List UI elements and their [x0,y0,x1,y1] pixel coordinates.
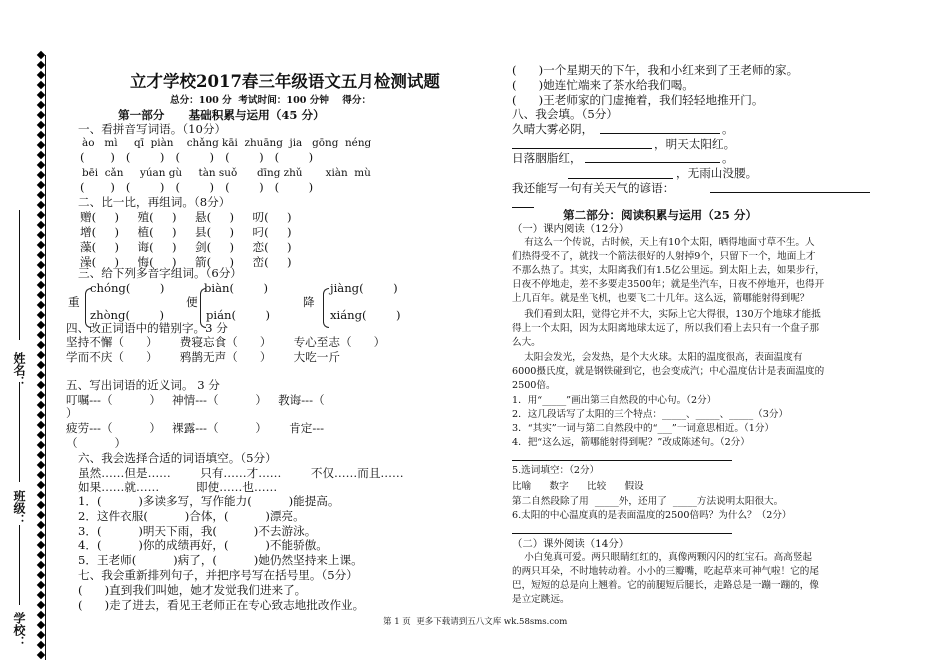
diamond-mark [37,111,45,119]
diamond-mark [37,391,45,399]
diamond-mark [37,181,45,189]
answer-line [600,133,720,134]
q3-pinyin-top: jiàng( ) [330,281,398,295]
q2-row: 藻( ) 诲( ) 剑( ) 恋( ) [80,240,292,254]
reading1-para: 我们看到太阳，觉得它并不大，实际上它大得很，130万个地球才能抵 [512,309,821,320]
diamond-mark [37,631,45,639]
diamond-mark [37,321,45,329]
diamond-mark [37,131,45,139]
q6-item: 1．( )多读多写，写作能力( )能提高。 [78,494,340,508]
q3-title: 三、给下列多音字组词。（6分） [78,266,242,280]
answer-line [512,207,534,208]
diamond-mark [37,651,45,659]
reading2-para: 是立定跳远。 [512,594,570,605]
diamond-mark [37,581,45,589]
diamond-mark [37,611,45,619]
reading1-para: 有这么一个传说，古时候，天上有10个太阳，晒得地面寸草不生。人 [512,237,815,248]
diamond-mark [37,431,45,439]
diamond-mark [37,151,45,159]
diamond-mark [37,141,45,149]
reading2-title: （二）课外阅读（14分） [512,538,630,550]
reading1-q5-options: 比喻 数字 比较 假设 [512,481,644,492]
diamond-mark [37,541,45,549]
diamond-mark [37,291,45,299]
diamond-mark [37,101,45,109]
class-label: 班级： [12,490,26,526]
reading1-question: 3．“其实”一词与第二自然段中的“___”一词意思相近。（1分） [512,423,775,434]
diamond-mark [37,61,45,69]
q5-row-wrap: （ ） [66,436,127,450]
q4-title: 四、改正词语中的错别字。3 分 [66,321,228,335]
diamond-mark [37,601,45,609]
diamond-mark [37,401,45,409]
q7-item: ( )走了进去，看见王老师正在专心致志地批改作业。 [78,598,365,612]
diamond-mark [37,421,45,429]
name-label: 姓名： [12,352,26,388]
diamond-mark [37,231,45,239]
reading2-para: 的两只耳朵，不时地转动着。小小的三瓣嘴，吃起草来可神气啦！它的尾 [512,566,819,577]
q2-row: 澡( ) 悔( ) 箭( ) 峦( ) [80,255,292,269]
diamond-mark [37,171,45,179]
reading1-para: 么大。 [512,337,541,348]
diamond-mark [37,121,45,129]
q2-title: 二、比一比，再组词。（8分） [78,195,231,209]
q3-pinyin-bottom: xiáng( ) [330,308,401,322]
class-line [19,382,20,482]
q1-pinyin-row2: bēi cǎn yúan gù tàn suǒ dīng zhǔ xiàn mù [82,167,371,179]
reading1-para: 上几百年。就是坐飞机，也要飞二十几年。这么远，箭哪能射得到呢？ [512,293,810,304]
q6-options: 虽然……但是…… 只有……才…… 不仅……而且…… [78,466,404,480]
q5-row-wrap: ） [66,406,78,420]
q1-brackets-row1: ( ) ( ) ( ) ( ) ( ) [80,150,314,164]
diamond-mark [37,251,45,259]
diamond-mark [37,521,45,529]
answer-line [512,533,732,534]
q3-char: 便 [186,295,198,309]
reading1-q6: 6.太阳的中心温度真的是表面温度的2500倍吗？为什么？（2分） [512,510,792,521]
reading1-title: （一）课内阅读（12分） [512,223,630,235]
diamond-mark [37,591,45,599]
diamond-mark [37,531,45,539]
q7-item: ( )王老师家的门虚掩着，我们轻轻地推开门。 [512,93,764,107]
q2-row: 增( ) 植( ) 县( ) 叼( ) [80,225,292,239]
answer-line [585,162,720,163]
diamond-mark [37,551,45,559]
school-line [19,525,20,605]
q8-line: ，无雨山没腰。 [676,166,758,180]
q3-pinyin-top: chóng( ) [90,281,165,295]
diamond-mark [37,201,45,209]
q4-row: 学而不庆（ ） 鸦鹊无声（ ） 大吃一斤 [66,350,340,364]
q7-item: ( )她连忙端来了茶水给我们喝。 [512,78,694,92]
q7-item: ( )一个星期天的下午，我和小红来到了王老师的家。 [512,63,799,77]
reading1-para: 得上一个太阳，因为太阳离地球太远了，所以我们看上去只有一个盘子那 [512,323,819,334]
school-label: 学校： [12,612,26,648]
diamond-mark [37,301,45,309]
q8-line: ，明天太阳红。 [654,137,736,151]
diamond-mark [37,51,45,59]
reading1-para: 6000摄氏度，就是钢铁碰到它，也会变成汽；中心温度估计是表面温度的 [512,366,825,377]
q6-item: 2．这件衣服( )合体，( )漂亮。 [78,509,305,523]
diamond-mark [37,561,45,569]
diamond-mark [37,71,45,79]
diamond-mark [37,471,45,479]
q5-row: 疲劳---（ ） 裸露---（ ） 肯定--- [66,421,325,435]
diamond-mark [37,621,45,629]
diamond-mark [37,371,45,379]
reading1-para: 太阳会发光，会发热，是个大火球。太阳的温度很高，表面温度有 [512,352,803,363]
q8-line: 我还能写一句有关天气的谚语： [512,181,675,195]
q6-item: 5．王老师( )病了，( )她仍然坚持来上课。 [78,553,363,567]
q3-char: 降 [303,295,315,309]
q3-pinyin-bottom: pián( ) [206,308,271,322]
diamond-mark [37,411,45,419]
answer-line [568,178,673,179]
seal-line [45,55,46,660]
q5-title: 五、写出词语的近义词。 3 分 [66,378,220,392]
diamond-mark [37,451,45,459]
reading1-para: 日夜不停地走，差不多要走3500年；就是坐汽车，日夜不停地开，也得开 [512,279,825,290]
page-title: 立才学校2017春三年级语文五月检测试题 [130,72,440,91]
diamond-mark [37,481,45,489]
q8-title: 八、我会填。（5分） [512,107,618,121]
diamond-mark [37,261,45,269]
part1-heading: 第一部分 基础积累与运用（45 分） [118,108,325,122]
q1-brackets-row2: ( ) ( ) ( ) ( ) ( ) [80,180,314,194]
reading1-q5-title: 5.选词填空：（2分） [512,465,600,476]
q2-row: 赠( ) 殖( ) 悬( ) 叨( ) [80,210,292,224]
footer: 第 1 页 更多下载请到五八文库 wk.58sms.com [383,617,568,627]
diamond-mark [37,501,45,509]
diamond-mark [37,241,45,249]
answer-line [710,192,870,193]
reading1-question: 4．把“这么远，箭哪能射得到呢？”改成陈述句。（2分） [512,437,750,448]
diamond-mark [37,91,45,99]
q3-pinyin-top: biàn( ) [204,281,269,295]
answer-line [512,148,652,149]
q8-line: 日落胭脂红， [512,151,582,165]
diamond-mark [37,221,45,229]
q6-item: 4．( )你的成绩再好，( )不能骄傲。 [78,538,328,552]
q3-pinyin-bottom: zhòng( ) [90,308,164,322]
reading2-para: 小白兔真可爱。两只眼睛红红的，真像两颗闪闪的红宝石。高高竖起 [512,552,813,563]
q4-row: 坚持不懈（ ） 费寝忘食（ ） 专心至志（ ） [66,335,386,349]
q6-options: 如果……就…… 即使……也…… [78,480,278,494]
diamond-mark [37,341,45,349]
reading1-para: 不那么热了。其实，太阳离我们有1.5亿公里远。到太阳上去，如果步行， [512,265,825,276]
diamond-mark [37,511,45,519]
q8-line: 久晴大雾必阴， [512,122,594,136]
reading1-para: 们热得受不了，就找一个箭法很好的人射掉9个，只留下一个，地面上才 [512,251,816,262]
diamond-mark [37,211,45,219]
diamond-mark [37,441,45,449]
diamond-mark [37,381,45,389]
diamond-mark [37,161,45,169]
reading2-para: 巴，短短的总是向上翘着。它的前腿短后腿长，走路总是一蹦一蹦的，像 [512,580,819,591]
subtitle: 总分：100 分 考试时间：100 分钟 得分： [170,95,372,106]
part2-heading: 第二部分：阅读积累与运用（25 分） [563,208,758,222]
diamond-mark [37,361,45,369]
diamond-mark [37,191,45,199]
diamond-mark [37,81,45,89]
q7-title: 七、我会重新排列句子，并把序号写在括号里。（5分） [78,568,358,582]
q6-item: 3．( )明天下雨，我( )不去游泳。 [78,524,317,538]
brace [323,288,329,328]
diamond-mark [37,491,45,499]
reading1-para: 2500倍。 [512,380,556,391]
q6-title: 六、我会选择合适的词语填空。（5分） [78,451,277,465]
reading1-q5-sentence: 第二自然段除了用 _____外，还用了 _____方法说明太阳很大。 [512,496,784,507]
answer-line [512,460,732,461]
reading1-question: 1．用“_____”画出第三自然段的中心句。（2分） [512,395,717,406]
diamond-mark [37,351,45,359]
diamond-mark [37,331,45,339]
name-line [19,210,20,340]
q3-char: 重 [68,295,80,309]
diamond-mark [37,271,45,279]
q7-item: ( )直到我们叫她，她才发觉我们进来了。 [78,583,307,597]
diamond-mark [37,461,45,469]
diamond-mark [37,571,45,579]
diamond-mark [37,641,45,649]
q1-pinyin-row1: ào mì qī piàn chǎng kāi zhuāng jia gōng néng [82,137,372,149]
q5-row: 叮嘱---（ ） 神情---（ ） 教诲---（ [66,393,325,407]
q1-title: 一、看拼音写词语。（10分） [78,122,227,136]
diamond-mark [37,311,45,319]
diamond-mark [37,281,45,289]
reading1-question: 2．这几段话写了太阳的三个特点：_____、_____、_____（3分） [512,409,789,420]
